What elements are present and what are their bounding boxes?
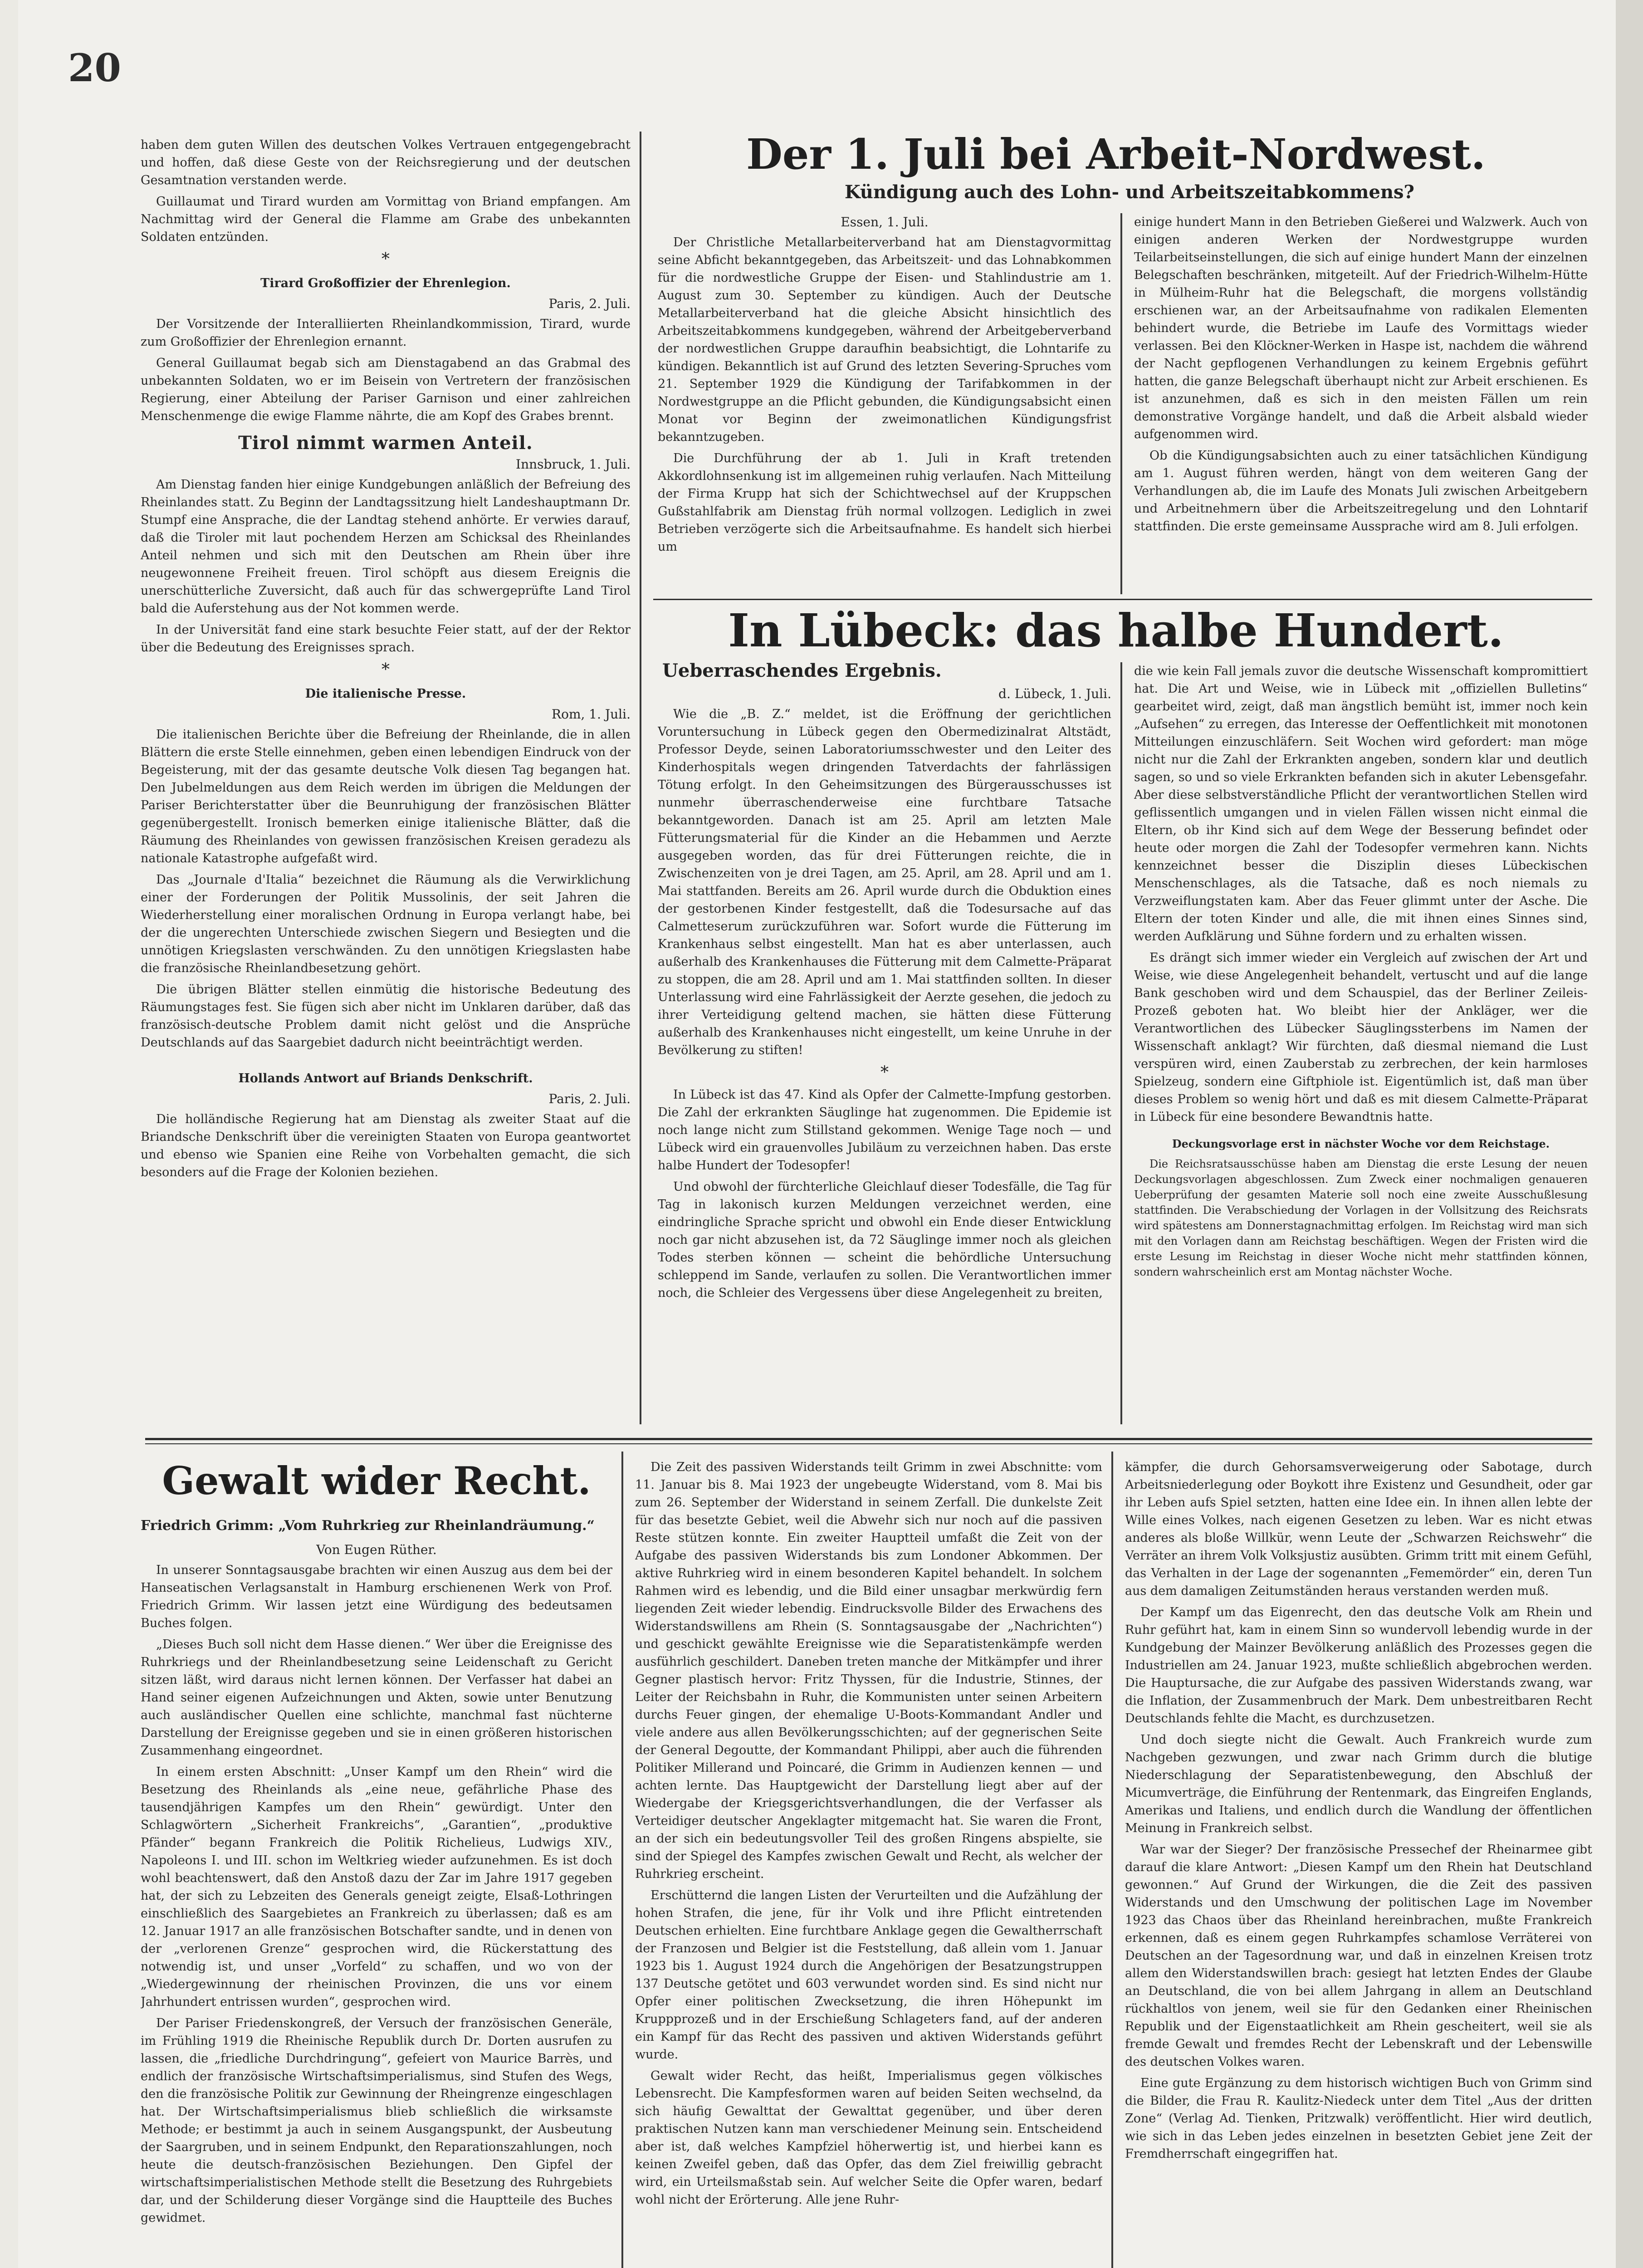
paragraph: In unserer Sonntagsausgabe brachten wir einen Auszug aus dem bei der Hanseatischen Verlagsanstalt in Hamburg erschienenen Werk von Prof. Friedrich Grimm. Wir lassen jetzt eine Würdigung des bedeutsamen Buches folgen. [141, 1563, 612, 1630]
page-edge-shadow [1616, 0, 1643, 2268]
column-rule [640, 132, 641, 1424]
paragraph: Eine gute Ergänzung zu dem historisch wichtigen Buch von Grimm sind die Bilder, die Frau R. Kaulitz-Niedeck unter dem Titel „Aus der dritten Zone“ (Verlag Ad. Tienken, Pritzwalk) veröffentlicht. Hier wird deutlich, wie sich in das Leben jedes einzelnen in besetzten Gebiet jene Zeit der Fremdherrschaft eingegriffen hat. [1125, 2076, 1592, 2161]
paragraph: Der Christliche Metallarbeiterverband hat am Dienstagvormittag seine Abficht bekanntgegeben, das Arbeitszeit- und das Lohnabkommen für die nordwestliche Gruppe der Eisen- und Stahlindustrie am 1. August zum 30. September zu kündigen. Auch der Deutsche Metallarbeiterverband hat die gleiche Absicht hinsichtlich des Arbeitszeitabkommens kundgegeben, während der Arbeitgeberverband der nordwestlichen Gruppe daraufhin beabsichtigt, die Lohntarife zu kündigen. Bekanntlich ist auf Grund des letzten Severing-Spruches vom 21. September 1929 die Kündigung der Tarifabkommen in der Nordwestgruppe an die Pflicht gebunden, die Kündigungsabsicht einen Monat vor Beginn der zweimonatlichen Kündigungsfrist bekanntzugeben. [658, 235, 1111, 444]
paragraph: haben dem guten Willen des deutschen Volkes Vertrauen entgegengebracht und hoffen, daß diese Geste von der Reichsregierung und der deutschen Gesamtnation verstanden werde. [141, 138, 631, 187]
dateline: Essen, 1. Juli. [841, 215, 929, 230]
paragraph: Ob die Kündigungsabsichten auch zu einer tatsächlichen Kündigung am 1. August führen werden, hängt von dem weiteren Gang der Verhandlungen ab, die im Laufe des Monats Juli zwischen Arbeitgebern und Arbeitnehmern über die Arbeitszeitregelung und den Lohntarif stattfinden. Die erste gemeinsame Aussprache wird am 8. Juli erfolgen. [1134, 449, 1588, 533]
section-rule [653, 599, 1592, 600]
article1-column-1 [658, 213, 1111, 599]
section-title: Hollands Antwort auf Briands Denkschrift. [238, 1071, 533, 1085]
column-rule [1120, 213, 1122, 594]
newspaper-page [18, 0, 1624, 2268]
paragraph: Gewalt wider Recht, das heißt, Imperialismus gegen völkisches Lebensrecht. Die Kampfesformen waren auf beiden Seiten wechselnd, da sich häufig Gewalttat der Gewalttat gegenüber, und über deren praktischen Nutzen kann man verschiedener Meinung sein. Entscheidend aber ist, daß welches Kampfziel höherwertig ist, und hierbei kann es keinen Zweifel geben, daß das Opfer, das dem Ziel freiwillig gebracht wird, ein Urteilsmaßstab sein. Auf welcher Seite die Opfer waren, bedarf wohl nicht der Erörterung. Alle jene Ruhr- [635, 2069, 1102, 2207]
dateline: Paris, 2. Juli. [548, 1091, 631, 1106]
paragraph: Erschütternd die langen Listen der Verurteilten und die Aufzählung der hohen Strafen, die jene, für ihr Volk und ihre Pflicht eintretenden Deutschen erhielten. Eine furchtbare Anklage gegen die Gewaltherrschaft der Franzosen und Belgier ist die Feststellung, daß allein vom 1. Januar 1923 bis 1. August 1924 durch die Angehörigen der Besatzungstruppen 137 Deutsche getötet und 603 verwundet worden sind. Es sind nicht nur Opfer einer politischen Zwecksetzung, die ihren Höhepunkt im Kruppprozeß und in der Erschießung Schlageters fand, auf der anderen ein Kampf für das Recht des passiven und aktiven Widerstands geführt wurde. [635, 1888, 1102, 2062]
dateline: Innsbruck, 1. Juli. [516, 457, 631, 472]
paragraph: Der Vorsitzende der Interalliierten Rheinlandkommission, Tirard, wurde zum Großoffizier der Ehrenlegion ernannt. [141, 317, 631, 349]
article-subheadline: Ueberraschendes Ergebnis. [662, 660, 942, 681]
article3-column-3 [1125, 1458, 1592, 2268]
left-column [141, 136, 631, 1420]
section-separator: * [381, 250, 390, 269]
paragraph: In einem ersten Abschnitt: „Unser Kampf um den Rhein“ wird die Besetzung des Rheinlands als „eine neue, gefährliche Phase des tausendjährigen Kampfes um den Rhein“ gewürdigt. Unter den Schlagwörtern „Sicherheit Frankreichs“, „Garantien“, „produktive Pfänder“ begann Frankreich die Politik Richelieus, Ludwigs XIV., Napoleons I. und III. schon im Weltkrieg wieder aufzunehmen. Es ist doch wohl beachtenswert, daß den Anstoß dazu der Zar im Jahre 1917 gegeben hat, der sich zu Lebzeiten des Generals geneigt zeigte, Elsaß-Lothringen einschließlich des Saargebietes an Frankreich zu überlassen; daß es am 12. Januar 1917 an alle französischen Botschafter sandte, und in denen von der „verlorenen Grenze“ gesprochen wird, die Rückerstattung des notwendig ist, und unser „Vorfeld“ zu schaffen, und wo von der „Wiedergewinnung der rheinischen Provinzen, die uns vor einem Jahrhundert entrissen wurden“, gesprochen wird. [141, 1765, 612, 2009]
paragraph: General Guillaumat begab sich am Dienstagabend an das Grabmal des unbekannten Soldaten, wo er im Beisein von Vertretern der französischen Regierung, einer Abteilung der Pariser Garnison und einer zahlreichen Menschenmenge die ewige Flamme nährte, die am Kopf des Grabes brennt. [141, 356, 631, 423]
article-headline: Gewalt wider Recht. [162, 1458, 591, 1503]
paragraph: Und obwohl der fürchterliche Gleichlauf dieser Todesfälle, die Tag für Tag in lakonisch kurzen Meldungen verzeichnet werden, eine eindringliche Sprache spricht und obwohl ein Ende dieser Entwicklung noch gar nicht abzusehen ist, da 72 Säuglinge immer noch als gleichen Todes sterben können — scheint die behördliche Untersuchung schleppend im Sande, verlaufen zu sollen. Die Verantwortlichen immer noch, die Schleier des Vergessens über diese Angelegenheit zu breiten, [658, 1180, 1111, 1300]
paragraph: Die Zeit des passiven Widerstands teilt Grimm in zwei Abschnitte: vom 11. Januar bis 8. Mai 1923 der ungebeugte Widerstand, vom 8. Mai bis zum 26. September der Widerstand in seinem Zerfall. Die dunkelste Zeit für das besetzte Gebiet, weil die Abwehr sich nur noch auf die passiven Reste stützen konnte. Ein zweiter Hauptteil umfaßt die Zeit von der Aufgabe des passiven Widerstands bis zum Londoner Abkommen. Der aktive Ruhrkrieg wird in einem besonderen Kapitel behandelt. In solchem Rahmen wird es lebendig, und die Bild einer unsagbar merkwürdig fern liegenden Zeit wieder lebendig. Eindrucksvolle Bilder des Erwachens des Widerstandswillens am Rhein (S. Sonntagsausgabe der „Nachrichten“) und geschickt gewählte Ereignisse wie die Separatistenkämpfe werden ausführlich geschildert. Daneben treten manche der Mitkämpfer und ihrer Gegner plastisch hervor: Fritz Thyssen, für die Industrie, Stinnes, der Leiter der Reichsbahn in Ruhr, die Kommunisten unter seinen Arbeitern durchs Feuer gingen, der ehemalige U-Boots-Kommandant Andler und viele andere aus allen Bevölkerungsschichten; auf der gegnerischen Seite der General Degoutte, der Kommandant Philippi, aber auch die führenden Politiker Millerand und Poincaré, die Grimm in Audienzen kennen — und achten lernte. Das Hauptgewicht der Darstellung liegt aber auf der Wiedergabe der Kriegsgerichtsverhandlungen, die der Verfasser als Verteidiger deutscher Angeklagter mitgemacht hat. Sie waren die Front, an der sich ein bedeutungsvoller Teil des großen Ringens abspielte, sie sind der Spiegel des Kampfes zwischen Gewalt und Recht, als welcher der Ruhrkrieg erscheint. [635, 1460, 1102, 1881]
article3-column-2 [635, 1458, 1102, 2268]
paragraph: In Lübeck ist das 47. Kind als Opfer der Calmette-Impfung gestorben. Die Zahl der erkrankten Säuglinge hat zugenommen. Die Epidemie ist noch lange nicht zum Stillstand gekommen. Wenige Tage noch — und Lübeck wird ein grauenvolles Jubiläum zu verzeichnen haben. Das erste halbe Hundert der Todesopfer! [658, 1088, 1111, 1173]
dateline: Paris, 2. Juli. [548, 296, 631, 311]
paragraph: Am Dienstag fanden hier einige Kundgebungen anläßlich der Befreiung des Rheinlandes statt. Zu Beginn der Landtagssitzung hielt Landeshauptmann Dr. Stumpf eine Ansprache, die der Landtag stehend anhörte. Er verwies darauf, daß die Tiroler mit laut pochendem Herzen am Schicksal des Rheinlandes Anteil nehmen und sich mit den Deutschen am Rhein über ihre neugewonnene Freiheit freuen. Tirol schöpft aus diesem Ereignis die unerschütterliche Zuversicht, daß auch für das schwergeprüfte Land Tirol bald die Auferstehung aus der Not kommen werde. [141, 478, 631, 616]
paragraph: Die Reichsratsausschüsse haben am Dienstag die erste Lesung der neuen Deckungsvorlagen abgeschlossen. Zum Zweck einer nochmaligen genaueren Ueberprüfung der gesamten Materie soll noch eine zweite Ausschußlesung stattfinden. Die Verabschiedung der Vorlagen in der Vollsitzung des Reichsrats wird spätestens am Donnerstagnachmittag erfolgen. Im Reichstag wird man sich mit den Vorlagen dann am Reichstag beschäftigen. Wegen der Fristen wird die erste Lesung im Reichstag in dieser Woche nicht mehr stattfinden können, sondern wahrscheinlich erst am Montag nächster Woche. [1134, 1158, 1588, 1278]
section-title: Tirard Großoffizier der Ehrenlegion. [260, 276, 511, 290]
section-title: Tirol nimmt warmen Anteil. [238, 432, 533, 454]
dateline: Rom, 1. Juli. [552, 707, 631, 722]
section-title: Die italienische Presse. [305, 687, 466, 701]
paragraph: einige hundert Mann in den Betrieben Gießerei und Walzwerk. Auch von einigen anderen Werken der Nordwestgruppe wurden Teilarbeitseinstellungen, die sich auf einige hundert Mann der einzelnen Belegschaften beschränken, mitgeteilt. Auf der Friedrich-Wilhelm-Hütte in Mülheim-Ruhr hat die Belegschaft, die morgens vollständig erschienen war, an der Arbeitsaufnahme von radikalen Elementen behindert wurde, die Betriebe im Laufe des Vormittags wieder verlassen. Bei den Klöckner-Werken in Haspe ist, nachdem die während der Nacht gepflogenen Verhandlungen zu keinem Ergebnis geführt hatten, die ganze Belegschaft überhaupt nicht zur Arbeit erschienen. Es ist anzunehmen, daß es sich in den meisten Fällen um rein demonstrative Vorgänge handelt, und daß die Arbeit alsbald wieder aufgenommen wird. [1134, 215, 1588, 441]
column-rule [1111, 1452, 1113, 2268]
article2-column-1 [658, 685, 1111, 1424]
column-rule [621, 1452, 623, 2268]
article-headline: In Lübeck: das halbe Hundert. [728, 604, 1504, 657]
paragraph: Guillaumat und Tirard wurden am Vormittag von Briand empfangen. Am Nachmittag wird der General die Flamme am Grabe des unbekannten Soldaten entzünden. [141, 195, 631, 244]
article3-column-1 [141, 1510, 612, 2268]
byline: Von Eugen Rüther. [316, 1542, 437, 1557]
paragraph: „Dieses Buch soll nicht dem Hasse dienen.“ Wer über die Ereignisse des Ruhrkriegs und der Rheinlandbesetzung seine Leidenschaft zu Gericht sitzen läßt, wird daraus nicht lernen können. Der Verfasser hat dabei an Hand seiner eigenen Aufzeichnungen und Akten, sowie unter Benutzung auch ausländischer Quellen eine schlichte, manchmal fast nüchterne Darstellung der Ereignisse gegeben und sie in einen größeren historischen Zusammenhang eingeordnet. [141, 1637, 612, 1758]
paragraph: Der Pariser Friedenskongreß, der Versuch der französischen Generäle, im Frühling 1919 die Rheinische Republik durch Dr. Dorten ausrufen zu lassen, die „friedliche Durchdringung“, gefeiert von Maurice Barrès, und endlich der französische Wirtschaftsimperialismus, sind Stufen des Wegs, den die französische Politik zur Gewinnung der Rheingrenze eingeschlagen hat. Der Wirtschaftsimperialismus blieb schließlich die wirksamste Methode; er bestimmt ja auch in seinem Ausgangspunkt, der Ausbeutung der Saargruben, und in seinem Endpunkt, den Reparationszahlungen, noch heute die deutsch-französischen Beziehungen. Den Gipfel der wirtschaftsimperialistischen Methode stellt die Besetzung des Ruhrgebiets dar, und der Schilderung dieser Vorgänge sind die Hauptteile des Buches gewidmet. [141, 2016, 612, 2225]
paragraph: Die italienischen Berichte über die Befreiung der Rheinlande, die in allen Blättern die erste Stelle einnehmen, geben einen lebendigen Eindruck von der Begeisterung, mit der das gesamte deutsche Volk diesen Tag begangen hat. Den Jubelmeldungen aus dem Reich werden im übrigen die Meldungen der Pariser Berichterstatter über die Beunruhigung der französischen Blätter gegenübergestellt. Ironisch bemerken einige italienische Blätter, daß die Räumung des Rheinlandes von gewissen französischen Kreisen geradezu als nationale Katastrophe aufgefaßt wird. [141, 728, 631, 865]
paragraph: Das „Journale d'Italia“ bezeichnet die Räumung als die Verwirklichung einer der Forderungen der Politik Mussolinis, der seit Jahren die Wiederherstellung einer moralischen Ordnung in Europa verlangt habe, bei der die ungerechten Unterschiede zwischen Siegern und Besiegten und die unnötigen Kriegslasten verschwänden. Zu den unnötigen Kriegslasten habe die französische Rheinlandbesetzung gehört. [141, 873, 631, 975]
section-rule [145, 1443, 1592, 1444]
paragraph: kämpfer, die durch Gehorsamsverweigerung oder Sabotage, durch Arbeitsniederlegung oder Boykott ihre Existenz und Gesundheit, oder gar ihr Leben aufs Spiel setzten, hatten eine Idee ein. In ihnen allen lebte der Wille eines Volkes, nach eigenen Gesetzen zu leben. War es nicht etwas anderes als bloße Willkür, wenn Leute der „Schwarzen Reichswehr“ die Verräter an ihrem Volk Volksjustiz ausübten. Grimm tritt mit einem Gefühl, das Verhalten in der Lage der sogenannten „Fememörder“ ein, deren Tun aus dem damaligen Zeitumständen heraus verstanden werden muß. [1125, 1460, 1592, 1598]
paragraph: Die Durchführung der ab 1. Juli in Kraft tretenden Akkordlohnsenkung ist im allgemeinen ruhig verlaufen. Nach Mitteilung der Firma Krupp hat sich der Schichtwechsel auf der Kruppschen Gußstahlfabrik am Dienstag früh normal vollzogen. Lediglich in zwei Betrieben verzögerte sich die Arbeitsaufnahme. Es handelt sich hierbei um [658, 451, 1111, 554]
paragraph: In der Universität fand eine stark besuchte Feier statt, auf der der Rektor über die Bedeutung des Ereignisses sprach. [141, 623, 631, 655]
section-rule [145, 1438, 1592, 1440]
notice-title: Deckungsvorlage erst in nächster Woche vor dem Reichstage. [1172, 1137, 1550, 1150]
article-subheadline: Friedrich Grimm: „Vom Ruhrkrieg zur Rheinlandräumung.“ [141, 1518, 595, 1534]
dateline: d. Lübeck, 1. Juli. [998, 686, 1111, 701]
paragraph: Der Kampf um das Eigenrecht, den das deutsche Volk am Rhein und Ruhr geführt hat, kam in einem Sinn so wundervoll lebendig wurde in der Kundgebung der Mainzer Bevölkerung anläßlich des Prozesses gegen die Industriellen am 24. Januar 1923, mußte schließlich abgebrochen werden. Die Hauptursache, die zur Aufgabe des passiven Widerstands zwang, war die Inflation, der Zusammenbruch der Mark. Dem unbestreitbaren Recht Deutschlands fehlte die Macht, es durchzusetzen. [1125, 1605, 1592, 1725]
page-number: 20 [68, 45, 121, 90]
section-separator: * [381, 660, 390, 679]
article-subheadline: Kündigung auch des Lohn- und Arbeitszeitabkommens? [845, 181, 1414, 203]
paragraph: Es drängt sich immer wieder ein Vergleich auf zwischen der Art und Weise, wie diese Angelegenheit behandelt, vertuscht und auf die lange Bank geschoben wird und dem Schauspiel, das der Berliner Zeileis-Prozeß geboten hat. Wo bleibt hier der Ankläger, wer die Verantwortlichen des Lübecker Säuglingssterbens im Namen der Wissenschaft anklagt? Wir fürchten, daß diesmal niemand die Lust verspüren wird, einen Zauberstab zu zerbrechen, der kein harmloses Spielzeug, sondern eine Giftphiole ist. Eigentümlich ist, daß man über dieses Problem so wenig hört und daß es mit diesem Calmette-Präparat in Lübeck für eine besondere Bewandtnis hatte. [1134, 951, 1588, 1124]
article2-column-2 [1134, 662, 1588, 1424]
article1-column-2 [1134, 213, 1588, 599]
paragraph: Die übrigen Blätter stellen einmütig die historische Bedeutung des Räumungstages fest. Sie fügen sich aber nicht im Unklaren darüber, daß das französisch-deutsche Problem damit nicht gelöst und die Ansprüche Deutschlands auf das Saargebiet dadurch nicht beeinträchtigt werden. [141, 982, 631, 1050]
column-rule [1120, 662, 1122, 1424]
paragraph: Wie die „B. Z.“ meldet, ist die Eröffnung der gerichtlichen Voruntersuchung in Lübeck gegen den Obermedizinalrat Altstädt, Professor Deyde, seinen Laboratoriumsschwester und den Leiter des Kinderhospitals wegen dringenden Tatverdachts der fahrlässigen Tötung erfolgt. In den Geheimsitzungen des Bürgerausschusses ist nunmehr überraschenderweise eine furchtbare Tatsache bekanntgeworden. Danach ist am 25. April am letzten Male Fütterungsmaterial für die Kinder an die Hebammen und Aerzte ausgegeben worden, das für drei Fütterungen reichte, die in Zwischenzeiten von je drei Tagen, am 25. April, am 28. April und am 1. Mai stattfanden. Bereits am 26. April wurde durch die Obduktion eines der gestorbenen Kinder festgestellt, daß die Todesursache auf das Calmetteserum zurückzuführen war. Sofort wurde die Fütterung im Krankenhaus selbst eingestellt. Man hat es aber unterlassen, auch außerhalb des Krankenhauses die Fütterung mit dem Calmette-Präparat zu stoppen, die am 28. April und am 1. Mai stattfinden sollten. In dieser Unterlassung wird eine Fahrlässigkeit der Aerzte gesehen, die jedoch zu ihrer Verteidigung geltend machen, sie hätten diese Fütterung außerhalb des Krankenhauses nicht eingestellt, um keine Unruhe in der Bevölkerung zu stiften! [658, 707, 1111, 1057]
paragraph: Und doch siegte nicht die Gewalt. Auch Frankreich wurde zum Nachgeben gezwungen, und zwar nach Grimm durch die blutige Niederschlagung der Separatistenbewegung, den Abschluß der Micumverträge, die Einführung der Rentenmark, das Eingreifen Englands, Amerikas und Italiens, und endlich durch die Wandlung der öffentlichen Meinung in Frankreich selbst. [1125, 1733, 1592, 1835]
section-separator: * [880, 1063, 889, 1082]
paragraph: War war der Sieger? Der französische Pressechef der Rheinarmee gibt darauf die klare Antwort: „Diesen Kampf um den Rhein hat Deutschland gewonnen.“ Auf Grund der Wirkungen, die die Zeit des passiven Widerstands und den Umschwung der politischen Lage im November 1923 das Chaos über das Rheinland hereinbrachen, mußte Frankreich erkennen, daß es einem gegen Ruhrkampfes schamlose Verräterei von Deutschen an der Tagesordnung war, und daß in einzelnen Kreisen trotz allem den Widerstandswillen brach: gesiegt hat letzten Endes der Glaube an Deutschland, die von bei allem Jahrgang in allem an Deutschland rückhaltlos von jenem, weil sie für den Gedanken einer Rheinischen Republik und der Eigenstaatlichkeit am Rhein gescheitert, weil sie als fremde Gewalt und fremdes Recht der Lebenskraft und der Lebenswille des deutschen Volkes waren. [1125, 1843, 1592, 2069]
paragraph: Die holländische Regierung hat am Dienstag als zweiter Staat auf die Briandsche Denkschrift über die vereinigten Staaten von Europa geantwortet und ebenso wie Spanien eine Reihe von Vorbehalten gemacht, die sich besonders auf die Frage der Kolonien beziehen. [141, 1112, 631, 1179]
article-headline: Der 1. Juli bei Arbeit-Nordwest. [746, 130, 1486, 179]
paragraph: die wie kein Fall jemals zuvor die deutsche Wissenschaft kompromittiert hat. Die Art und Weise, wie in Lübeck mit „offiziellen Bulletins“ gearbeitet wird, zeigt, daß man ängstlich bemüht ist, immer noch kein „Aufsehen“ zu erregen, das Interesse der Oeffentlichkeit mit monotonen Mitteilungen einzuschläfern. Seit Wochen wird gefordert: man möge nicht nur die Zahl der Erkrankten angeben, sondern klar und deutlich sagen, so und so viele Erkrankten befanden sich in akuter Lebensgefahr. Aber diese selbstverständliche Pflicht der verantwortlichen Stellen wird geflissentlich umgangen und in vielen Fällen wissen nicht einmal die Eltern, ob ihr Kind sich auf dem Wege der Besserung befindet oder heute oder morgen die Zahl der Todesopfer vermehren kann. Nichts kennzeichnet besser die Disziplin dieses Lübeckischen Menschenschlages, als die Tatsache, daß es noch niemals zu Verzweiflungstaten kam. Aber das Feuer glimmt unter der Asche. Die Eltern der toten Kinder und alle, die mit ihnen eines Sinnes sind, werden Aufklärung und Sühne fordern und zu erhalten wissen. [1134, 664, 1588, 943]
